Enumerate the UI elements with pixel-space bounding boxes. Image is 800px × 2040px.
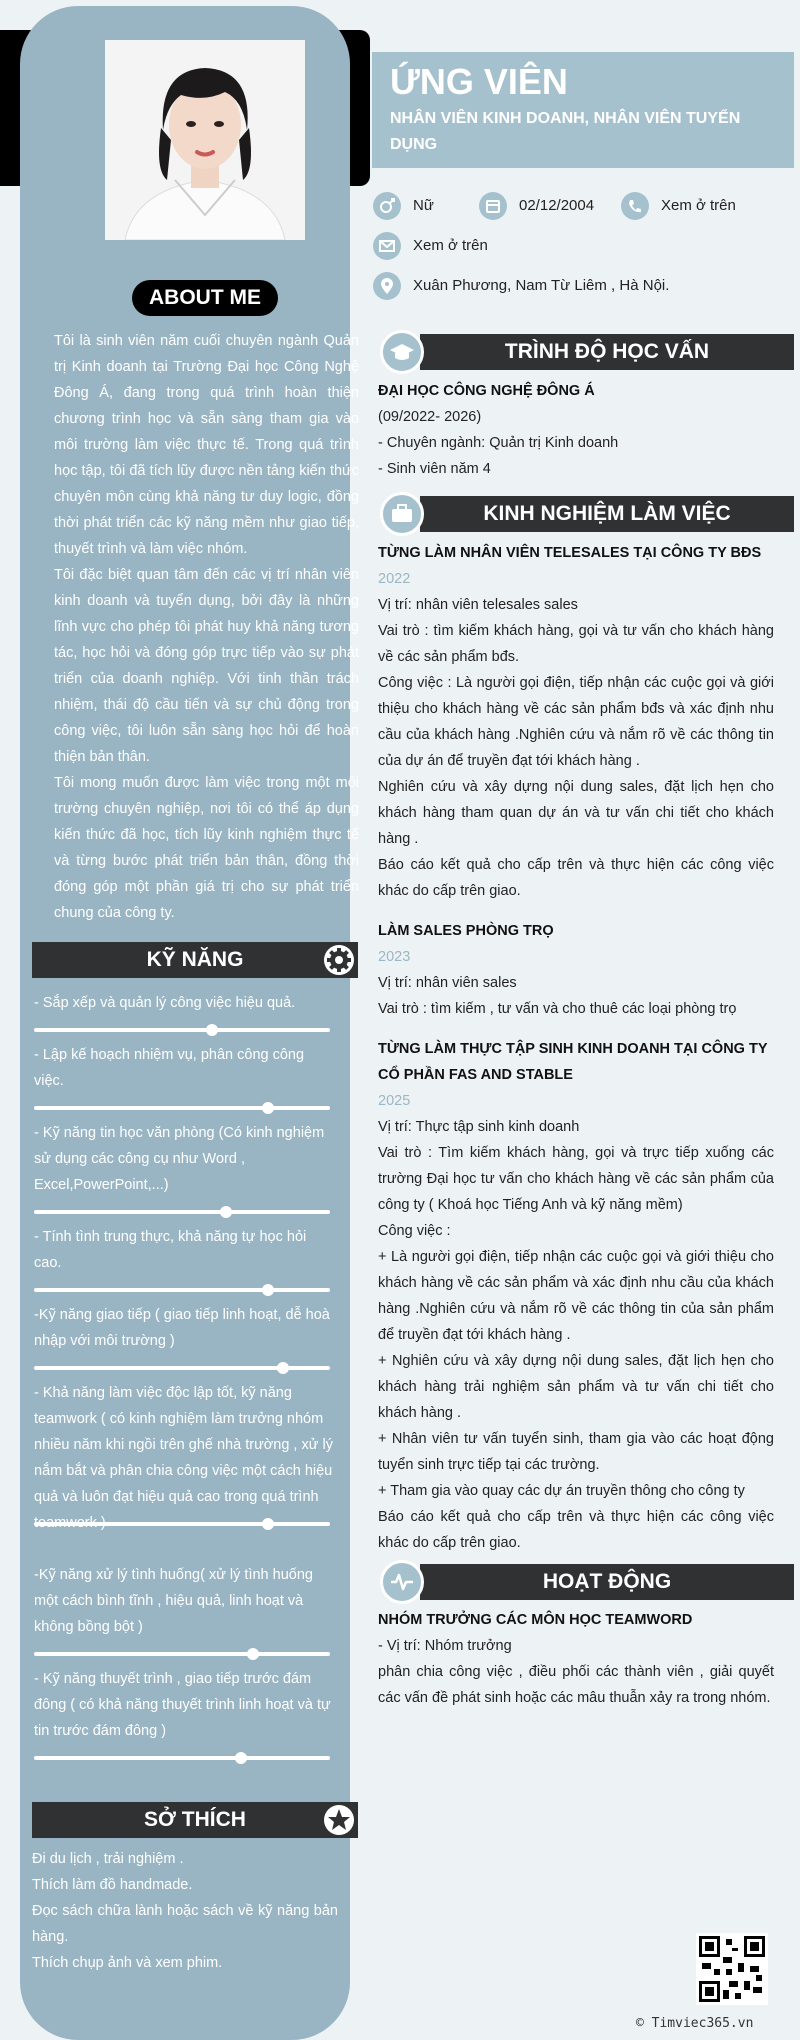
phone-text: Xem ở trên — [661, 197, 736, 214]
sidebar — [20, 6, 359, 2040]
calendar-icon — [479, 192, 507, 220]
skill-item — [34, 1380, 334, 1536]
job-year: 2025 — [378, 1093, 411, 1109]
activities-title: HOẠT ĐỘNG — [420, 1564, 794, 1600]
activity-desc: phân chia công việc , điều phối các thành viên , giải quyết các vấn đề phát sinh hoặc các mâu thuẫn xảy ra trong nhóm. — [378, 1664, 774, 1706]
skill-level-handle — [247, 1648, 259, 1660]
activity-role: - Vị trí: Nhóm trưởng — [378, 1638, 512, 1654]
job-line: Công việc : — [378, 1223, 451, 1239]
skill-level-bar — [34, 1652, 330, 1656]
job-line: Báo cáo kết quả cho cấp trên và thực hiện các công việc khác do cấp trên giao. — [378, 857, 774, 899]
gender-text: Nữ — [413, 197, 434, 214]
job-line: Vị trí: nhân viên sales — [378, 975, 517, 991]
job-item — [378, 540, 774, 904]
skills-title: KỸ NĂNG — [146, 948, 244, 971]
hobby-item: Thích chụp ảnh và xem phim. — [32, 1955, 223, 1971]
hobbies-title: SỞ THÍCH — [144, 1808, 246, 1831]
job-line: Vị trí: nhân viên telesales sales — [378, 597, 578, 613]
skill-level-bar — [34, 1288, 330, 1292]
skill-item — [34, 1302, 334, 1354]
education-year: - Sinh viên năm 4 — [378, 461, 491, 477]
skill-level-bar — [34, 1522, 330, 1526]
about-paragraph: Tôi là sinh viên năm cuối chuyên ngành Quản trị Kinh doanh tại Trường Đại học Công Nghệ Đông Á, đang trong quá trình hoàn thiện chương trình học và sẵn sàng tham gia vào môi trường làm việc thực tế. Trong quá trình học tập, tôi đã tích lũy được nền tảng kiến thức chuyên môn cùng khả năng tư duy logic, đồng thời phát triển các kỹ năng mềm như giao tiếp, thuyết trình và làm việc nhóm. — [54, 333, 359, 557]
skill-text: - Kỹ năng thuyết trình , giao tiếp trước đám đông ( có khả năng thuyết trình linh hoạt và tự tin trước đám đông ) — [34, 1671, 331, 1739]
job-year: 2022 — [378, 571, 411, 587]
education-major: - Chuyên ngành: Quản trị Kinh doanh — [378, 435, 619, 451]
job-line: Báo cáo kết quả cho cấp trên và thực hiện các công việc khác do cấp trên giao. — [378, 1509, 774, 1551]
experience-title: KINH NGHIỆM LÀM VIỆC — [420, 496, 794, 532]
activities-header — [380, 1562, 794, 1602]
education-section — [378, 378, 774, 482]
education-school: ĐẠI HỌC CÔNG NGHỆ ĐÔNG Á — [378, 383, 595, 399]
hobby-item: Thích làm đồ handmade. — [32, 1877, 193, 1893]
star-icon — [324, 1805, 354, 1835]
job-line: + Nhân viên tư vấn tuyển sinh, tham gia vào các hoạt động tuyển sinh trực tiếp tại các trường. — [378, 1431, 774, 1473]
job-company: LÀM SALES PHÒNG TRỌ — [378, 923, 554, 939]
skill-level-handle — [262, 1284, 274, 1296]
job-line: + Nghiên cứu và xây dựng nội dung sales, đặt lịch hẹn cho khách hàng trải nghiệm sản phẩm và tư vấn chi tiết cho khách hàng . — [378, 1353, 774, 1421]
skill-level-handle — [220, 1206, 232, 1218]
education-header — [380, 332, 794, 372]
hobby-item: Đi du lịch , trải nghiệm . — [32, 1851, 184, 1867]
skill-level-bar — [34, 1210, 330, 1214]
footer-copyright: © Timviec365.vn — [636, 2016, 754, 2031]
skill-level-handle — [277, 1362, 289, 1374]
hobbies-header — [32, 1802, 358, 1838]
skill-item — [34, 990, 334, 1016]
candidate-position: NHÂN VIÊN KINH DOANH, NHÂN VIÊN TUYỂN DỤNG — [390, 110, 741, 153]
pulse-icon — [380, 1560, 424, 1604]
qr-code — [696, 1933, 768, 2005]
email-icon — [373, 232, 401, 260]
skill-text: - Lập kế hoạch nhiệm vụ, phân công công việc. — [34, 1047, 305, 1089]
birthday-text: 02/12/2004 — [519, 197, 595, 214]
location-icon — [373, 272, 401, 300]
address-text: Xuân Phương, Nam Từ Liêm , Hà Nội. — [413, 277, 670, 294]
job-line: Vai trò : tìm kiếm , tư vấn và cho thuê các loại phòng trọ — [378, 1001, 737, 1017]
about-text — [54, 328, 359, 926]
education-title: TRÌNH ĐỘ HỌC VẤN — [420, 334, 794, 370]
skill-item — [34, 1224, 334, 1276]
skill-level-bar — [34, 1106, 330, 1110]
job-line: + Tham gia vào quay các dự án truyền thông cho công ty — [378, 1483, 745, 1499]
skill-level-bar — [34, 1028, 330, 1032]
hobby-item: Đọc sách chữa lành hoặc sách về kỹ năng bản hàng. — [32, 1903, 338, 1945]
job-line: Công việc : Là người gọi điện, tiếp nhận các cuộc gọi và giới thiệu cho khách hàng về các sản phẩm bđs và xác định nhu cầu của khách hàng .Nghiên cứu và nắm rõ về các thông tin của dự án để truyền đạt tới khách hàng . — [378, 675, 774, 769]
job-line: Vai trò : tìm kiếm khách hàng, gọi và tư vấn cho khách hàng về các sản phẩm bđs. — [378, 623, 774, 665]
skill-text: - Sắp xếp và quản lý công việc hiệu quả. — [34, 995, 296, 1011]
education-period: (09/2022- 2026) — [378, 409, 482, 425]
skill-level-handle — [262, 1518, 274, 1530]
job-year: 2023 — [378, 949, 411, 965]
skill-text: - Tính tình trung thực, khả năng tự học hỏi cao. — [34, 1229, 307, 1271]
name-title-box — [372, 52, 794, 168]
skill-level-handle — [262, 1102, 274, 1114]
phone-icon — [621, 192, 649, 220]
experience-section — [378, 540, 774, 1556]
job-item — [378, 1036, 774, 1556]
skill-item — [34, 1120, 334, 1198]
gear-icon — [324, 945, 354, 975]
briefcase-icon — [380, 492, 424, 536]
skill-level-bar — [34, 1366, 330, 1370]
job-line: + Là người gọi điện, tiếp nhận các cuộc gọi và giới thiệu cho khách hàng về các sản phẩm và xác định nhu cầu của khách hàng .Nghiên cứu và nắm rõ về các thông tin của sản phẩm để truyền đạt tới khách hàng . — [378, 1249, 774, 1343]
skill-text: -Kỹ năng giao tiếp ( giao tiếp linh hoạt, dễ hoà nhập với môi trường ) — [34, 1307, 330, 1349]
hobbies-list — [32, 1846, 338, 1976]
activity-group: NHÓM TRƯỞNG CÁC MÔN HỌC TEAMWORD — [378, 1612, 693, 1628]
skill-level-bar — [34, 1756, 330, 1760]
skill-item — [34, 1562, 334, 1640]
job-company: TỪNG LÀM NHÂN VIÊN TELESALES TẠI CÔNG TY BĐS — [378, 545, 762, 561]
email-text: Xem ở trên — [413, 237, 488, 254]
job-company: TỪNG LÀM THỰC TẬP SINH KINH DOANH TẠI CÔNG TY CỔ PHẦN FAS AND STABLE — [378, 1041, 768, 1083]
candidate-name: ỨNG VIÊN — [390, 61, 568, 102]
experience-header — [380, 494, 794, 534]
about-title: ABOUT ME — [132, 280, 278, 316]
skill-text: - Khả năng làm việc độc lập tốt, kỹ năng teamwork ( có kinh nghiệm làm trưởng nhóm nhiều năm khi ngồi trên ghế nhà trường , xử lý nắm bắt và phân chia công việc một cách hiệu quả và luôn đạt hiệu quả cao trong quá trình — [34, 1385, 333, 1505]
job-item — [378, 918, 774, 1022]
profile-photo — [105, 40, 305, 240]
job-line: Nghiên cứu và xây dựng nội dung sales, đặt lịch hẹn cho khách hàng tham quan dự án và tư vấn chi tiết cho khách hàng . — [378, 779, 774, 847]
job-line: Vị trí: Thực tập sinh kinh doanh — [378, 1119, 580, 1135]
skill-text: - Kỹ năng tin học văn phòng (Có kinh nghiệm sử dụng các công cụ như Word , Excel,PowerPoint,...) — [34, 1125, 325, 1193]
graduation-cap-icon — [380, 330, 424, 374]
activities-section — [378, 1607, 774, 1711]
skill-item — [34, 1666, 334, 1744]
skill-level-handle — [235, 1752, 247, 1764]
about-paragraph: Tôi mong muốn được làm việc trong một môi trường chuyên nghiệp, nơi tôi có thể áp dụng kiến thức đã học, tích lũy kinh nghiệm thực tế và từng bước phát triển bản thân, đồng thời đóng góp một phần giá trị cho sự phát triển chung của công ty. — [54, 775, 359, 921]
skills-header — [32, 942, 358, 978]
gender-icon — [373, 192, 401, 220]
skill-item — [34, 1042, 334, 1094]
skill-text: -Kỹ năng xử lý tình huống( xử lý tình huống một cách bình tĩnh , hiệu quả, linh hoạt và không bồng bột ) — [34, 1567, 313, 1635]
skill-level-handle — [206, 1024, 218, 1036]
about-paragraph: Tôi đặc biệt quan tâm đến các vị trí nhân viên kinh doanh và tuyển dụng, bởi đây là những lĩnh vực cho phép tôi phát huy khả năng tương tác, học hỏi và đóng góp trực tiếp vào sự phát triển của doanh nghiệp. Với tinh thần trách nhiệm, thái độ cầu tiến và sự chủ động trong công việc, tôi luôn sẵn sàng học hỏi để hoàn thiện bản thân. — [54, 567, 359, 765]
job-line: Vai trò : Tìm kiếm khách hàng, gọi và trực tiếp xuống các trường Đại học tư vấn cho khách hàng về các sản phẩm của công ty ( Khoá học Tiếng Anh và kỹ năng mềm) — [378, 1145, 774, 1213]
